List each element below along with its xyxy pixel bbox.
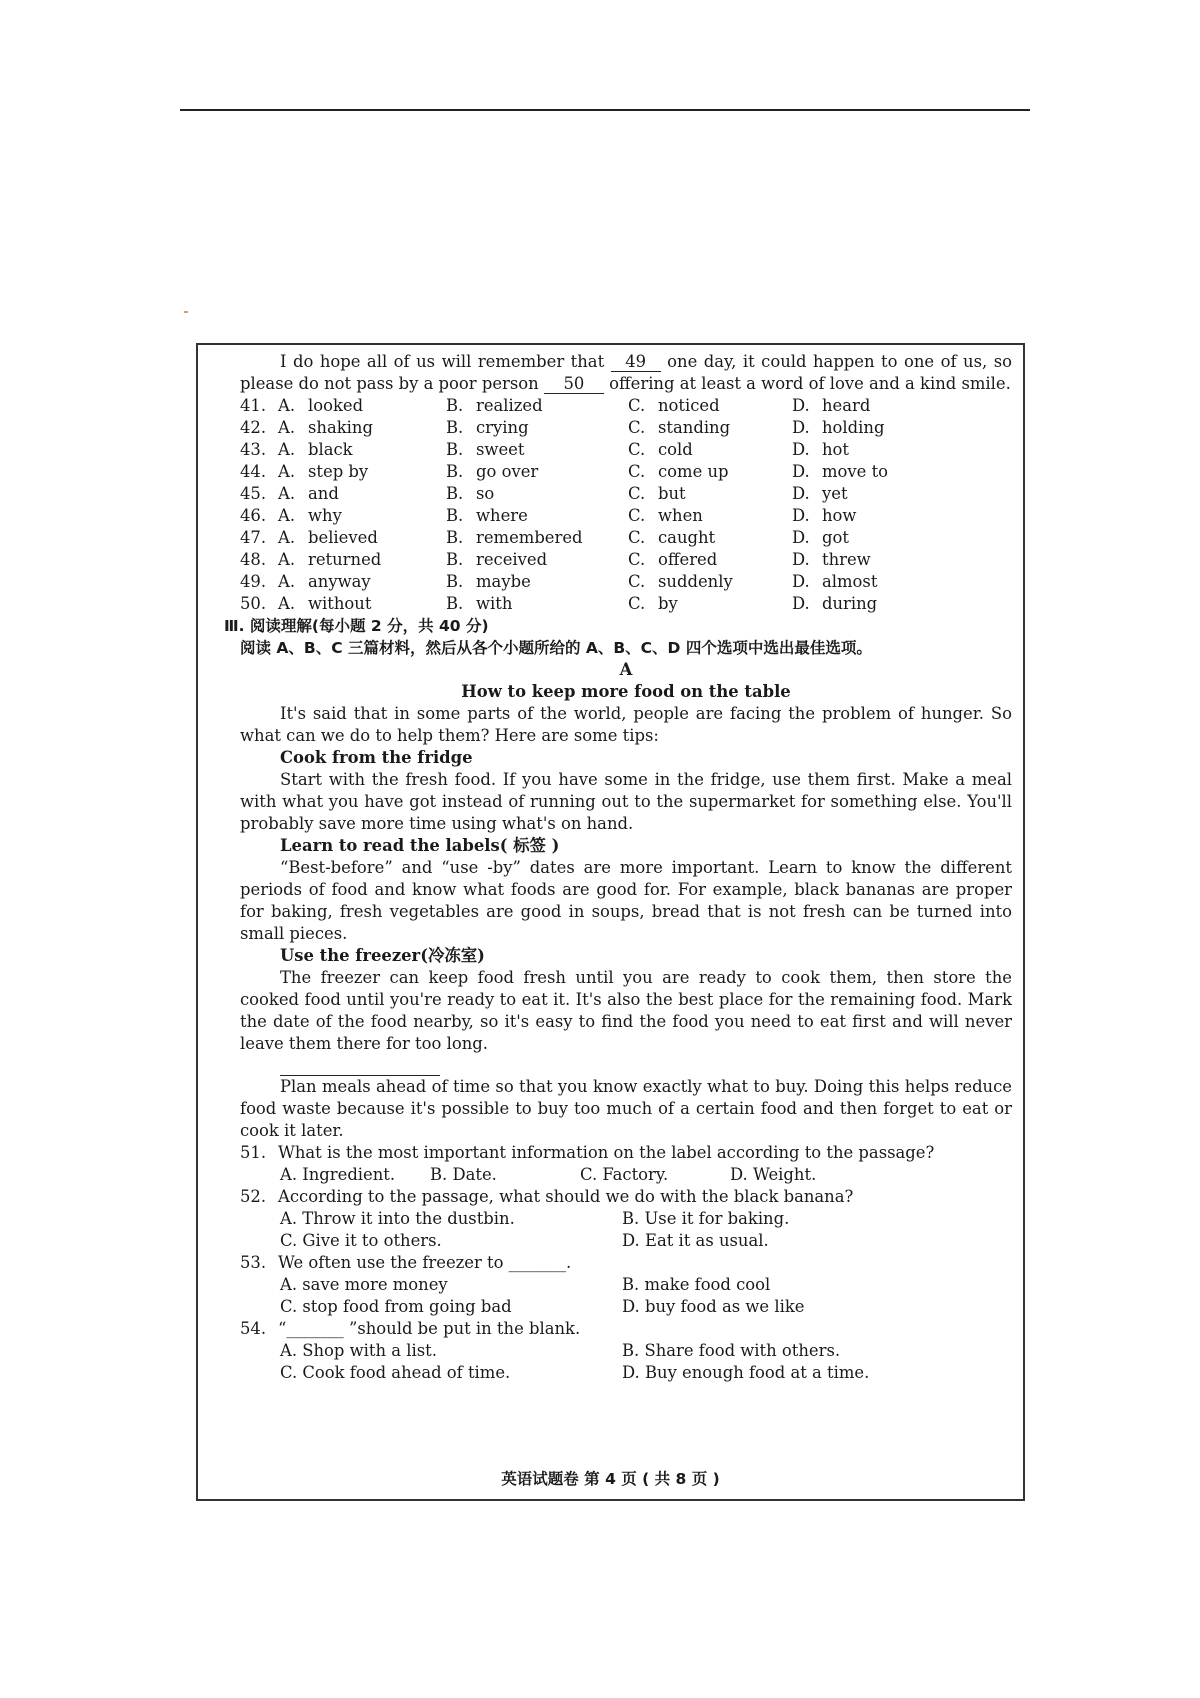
answer-option[interactable]: C. Cook food ahead of time. [280, 1363, 511, 1382]
option-c [628, 395, 792, 417]
answer-options-row [240, 1164, 1012, 1186]
option-d [792, 527, 952, 549]
option-letter: D. [792, 572, 810, 591]
option-text: offered [658, 550, 718, 569]
cloze-row [240, 483, 1012, 505]
option-letter: C. [628, 506, 646, 525]
option-text: how [822, 506, 857, 525]
question-text: We often use the freezer to _______. [278, 1253, 572, 1272]
option-letter: B. [446, 396, 464, 415]
question-stem [240, 1142, 1012, 1164]
option-a [278, 571, 446, 593]
option-text: hot [822, 440, 850, 459]
question-number: 42. [240, 418, 267, 437]
answer-options-row [240, 1296, 1012, 1318]
answer-options-row [240, 1230, 1012, 1252]
answer-option[interactable]: C. Give it to others. [280, 1231, 442, 1250]
option-letter: D. [792, 418, 810, 437]
option-text: noticed [658, 396, 720, 415]
tip-heading: Use the freezer(冷冻室) [280, 946, 485, 965]
option-text: anyway [308, 572, 371, 591]
option-letter: D. [792, 528, 810, 547]
option-text: go over [476, 462, 539, 481]
option-text: standing [658, 418, 731, 437]
question-text: According to the passage, what should we do with the black banana? [278, 1187, 854, 1206]
option-letter: C. [628, 418, 646, 437]
option-letter: B. [446, 550, 464, 569]
answer-option[interactable]: A. save more money [280, 1275, 448, 1294]
option-letter: C. [628, 396, 646, 415]
option-letter: A. [278, 396, 296, 415]
option-c [628, 461, 792, 483]
option-a [278, 439, 446, 461]
answer-option[interactable]: C. stop food from going bad [280, 1297, 512, 1316]
option-text: almost [822, 572, 878, 591]
option-text: so [476, 484, 495, 503]
option-d [792, 395, 952, 417]
answer-option[interactable]: D. Eat it as usual. [622, 1231, 769, 1250]
option-b [446, 505, 628, 527]
option-b [446, 593, 628, 615]
option-letter: D. [792, 440, 810, 459]
cloze-row [240, 505, 1012, 527]
option-letter: B. [446, 506, 464, 525]
option-b [446, 549, 628, 571]
option-text: sweet [476, 440, 525, 459]
option-text: black [308, 440, 353, 459]
option-c [628, 483, 792, 505]
option-text: returned [308, 550, 382, 569]
option-d [792, 571, 952, 593]
passage-intro: It's said that in some parts of the world, people are facing the problem of hunger. So what can we do to help them? Here are some tips: [240, 704, 1012, 745]
answer-option[interactable]: B. Date. [430, 1165, 497, 1184]
answer-option[interactable]: B. make food cool [622, 1275, 771, 1294]
question-number: 52. [240, 1187, 267, 1206]
question-number: 41. [240, 396, 267, 415]
option-c [628, 593, 792, 615]
answer-option[interactable]: D. Buy enough food at a time. [622, 1363, 870, 1382]
option-d [792, 593, 952, 615]
question-number: 47. [240, 528, 267, 547]
question-list [240, 1142, 1012, 1384]
section-instructions: 阅读 A、B、C 三篇材料，然后从各个小题所给的 A、B、C、D 四个选项中选出最佳选项。 [240, 639, 872, 657]
option-letter: D. [792, 506, 810, 525]
option-letter: C. [628, 550, 646, 569]
answer-options-row [240, 1340, 1012, 1362]
answer-options-row [240, 1208, 1012, 1230]
cloze-row [240, 417, 1012, 439]
passage-letter: A [619, 660, 633, 679]
option-text: during [822, 594, 878, 613]
cloze-row [240, 549, 1012, 571]
answer-option[interactable]: D. Weight. [730, 1165, 817, 1184]
cloze-row [240, 571, 1012, 593]
answer-option[interactable]: B. Share food with others. [622, 1341, 841, 1360]
option-b [446, 483, 628, 505]
option-letter: A. [278, 550, 296, 569]
option-text: cold [658, 440, 693, 459]
question-number: 43. [240, 440, 267, 459]
question-stem [240, 1252, 1012, 1274]
option-letter: B. [446, 594, 464, 613]
answer-option[interactable]: B. Use it for baking. [622, 1209, 790, 1228]
option-text: looked [308, 396, 364, 415]
option-letter: A. [278, 594, 296, 613]
question-number: 54. [240, 1319, 267, 1338]
blank-49: 49 [611, 353, 661, 372]
option-text: when [658, 506, 703, 525]
option-text: and [308, 484, 339, 503]
option-c [628, 527, 792, 549]
option-letter: C. [628, 484, 646, 503]
question-number: 50. [240, 594, 267, 613]
answer-option[interactable]: A. Throw it into the dustbin. [280, 1209, 515, 1228]
question-number: 53. [240, 1253, 267, 1272]
option-a [278, 593, 446, 615]
option-text: but [658, 484, 686, 503]
option-letter: A. [278, 462, 296, 481]
option-c [628, 505, 792, 527]
option-d [792, 483, 952, 505]
option-letter: D. [792, 462, 810, 481]
option-text: remembered [476, 528, 583, 547]
page-content [224, 351, 1012, 1384]
option-letter: B. [446, 484, 464, 503]
cloze-row [240, 395, 1012, 417]
option-text: with [476, 594, 513, 613]
scan-mark [184, 311, 188, 313]
option-text: received [476, 550, 548, 569]
option-a [278, 549, 446, 571]
question-number: 48. [240, 550, 267, 569]
option-text: yet [822, 484, 848, 503]
option-text: without [308, 594, 372, 613]
answer-options-row [240, 1274, 1012, 1296]
answer-option[interactable]: D. buy food as we like [622, 1297, 805, 1316]
answer-option[interactable]: C. Factory. [580, 1165, 669, 1184]
option-c [628, 571, 792, 593]
option-letter: B. [446, 418, 464, 437]
option-letter: A. [278, 506, 296, 525]
option-c [628, 439, 792, 461]
question-text: What is the most important information on the label according to the passage? [278, 1143, 935, 1162]
tip-heading: Learn to read the labels( 标签 ) [280, 836, 560, 855]
option-a [278, 461, 446, 483]
option-b [446, 439, 628, 461]
tip-heading: Cook from the fridge [280, 748, 473, 767]
option-text: where [476, 506, 528, 525]
question-text: “_______ ”should be put in the blank. [278, 1319, 581, 1338]
option-d [792, 461, 952, 483]
option-letter: C. [628, 528, 646, 547]
question-number: 46. [240, 506, 267, 525]
option-letter: B. [446, 528, 464, 547]
option-text: crying [476, 418, 529, 437]
option-letter: D. [792, 594, 810, 613]
question-stem [240, 1186, 1012, 1208]
option-b [446, 571, 628, 593]
option-text: realized [476, 396, 543, 415]
question-number: 49. [240, 572, 267, 591]
option-text: come up [658, 462, 729, 481]
option-d [792, 417, 952, 439]
page-footer: 英语试题卷 第 4 页 ( 共 8 页 ) [501, 1470, 720, 1488]
option-text: got [822, 528, 849, 547]
question-number: 45. [240, 484, 267, 503]
option-letter: A. [278, 440, 296, 459]
question-stem [240, 1318, 1012, 1340]
option-text: holding [822, 418, 885, 437]
option-letter: C. [628, 594, 646, 613]
answer-options-row [240, 1362, 1012, 1384]
cloze-row [240, 461, 1012, 483]
blank-50: 50 [544, 375, 604, 394]
cloze-ending-paragraph: I do hope all of us will remember that 49 one day, it could happen to one of us, so please do not pass by a poor person 50 offering at least a word of love and a kind smile. [240, 352, 1012, 393]
option-text: heard [822, 396, 871, 415]
answer-option[interactable]: A. Shop with a list. [280, 1341, 437, 1360]
option-a [278, 505, 446, 527]
option-letter: B. [446, 462, 464, 481]
option-letter: A. [278, 418, 296, 437]
option-a [278, 483, 446, 505]
option-text: why [308, 506, 342, 525]
option-c [628, 417, 792, 439]
option-letter: A. [278, 572, 296, 591]
option-b [446, 461, 628, 483]
option-text: suddenly [658, 572, 733, 591]
option-d [792, 505, 952, 527]
option-letter: C. [628, 462, 646, 481]
section-title: Ⅲ. 阅读理解(每小题 2 分，共 40 分) [224, 617, 489, 635]
option-text: maybe [476, 572, 531, 591]
option-a [278, 395, 446, 417]
cloze-row [240, 527, 1012, 549]
answer-option[interactable]: A. Ingredient. [280, 1165, 396, 1184]
option-text: move to [822, 462, 889, 481]
tip-body: “Best-before” and “use -by” dates are more important. Learn to know the different periods of food and know what foods are good for. For example, black bananas are proper for baking, fresh vegetables are good in soups, bread that is not fresh can be turned into small pieces. [240, 858, 1012, 943]
option-b [446, 417, 628, 439]
question-number: 44. [240, 462, 267, 481]
option-text: by [658, 594, 678, 613]
option-text: step by [308, 462, 369, 481]
option-letter: C. [628, 440, 646, 459]
option-text: believed [308, 528, 378, 547]
question-number: 51. [240, 1143, 267, 1162]
exam-page [196, 343, 1025, 1501]
option-b [446, 527, 628, 549]
option-d [792, 549, 952, 571]
option-letter: C. [628, 572, 646, 591]
cloze-options-list [240, 395, 1012, 615]
tip-body: Plan meals ahead of time so that you know exactly what to buy. Doing this helps reduce food waste because it's possible to buy too much of a certain food and then forget to eat or cook it later. [240, 1077, 1012, 1140]
tip-body: Start with the fresh food. If you have some in the fridge, use them first. Make a meal with what you have got instead of running out to the supermarket for something else. You'll probably save more time using what's on hand. [240, 770, 1012, 833]
option-letter: A. [278, 528, 296, 547]
cloze-row [240, 593, 1012, 615]
option-d [792, 439, 952, 461]
option-letter: B. [446, 572, 464, 591]
option-c [628, 549, 792, 571]
option-letter: D. [792, 484, 810, 503]
option-a [278, 417, 446, 439]
option-b [446, 395, 628, 417]
option-text: shaking [308, 418, 373, 437]
cloze-row [240, 439, 1012, 461]
option-letter: A. [278, 484, 296, 503]
passage-title: How to keep more food on the table [461, 682, 791, 701]
option-letter: B. [446, 440, 464, 459]
option-text: threw [822, 550, 871, 569]
option-a [278, 527, 446, 549]
tip-body: The freezer can keep food fresh until you are ready to cook them, then store the cooked food until you're ready to eat it. It's also the best place for the remaining food. Mark the date of the food nearby, so it's easy to find the food you need to eat first and will never leave them there for too long. [240, 968, 1012, 1053]
option-text: caught [658, 528, 716, 547]
option-letter: D. [792, 550, 810, 569]
missing-tip-heading-blank [280, 1055, 440, 1076]
option-letter: D. [792, 396, 810, 415]
top-rule [180, 109, 1030, 111]
